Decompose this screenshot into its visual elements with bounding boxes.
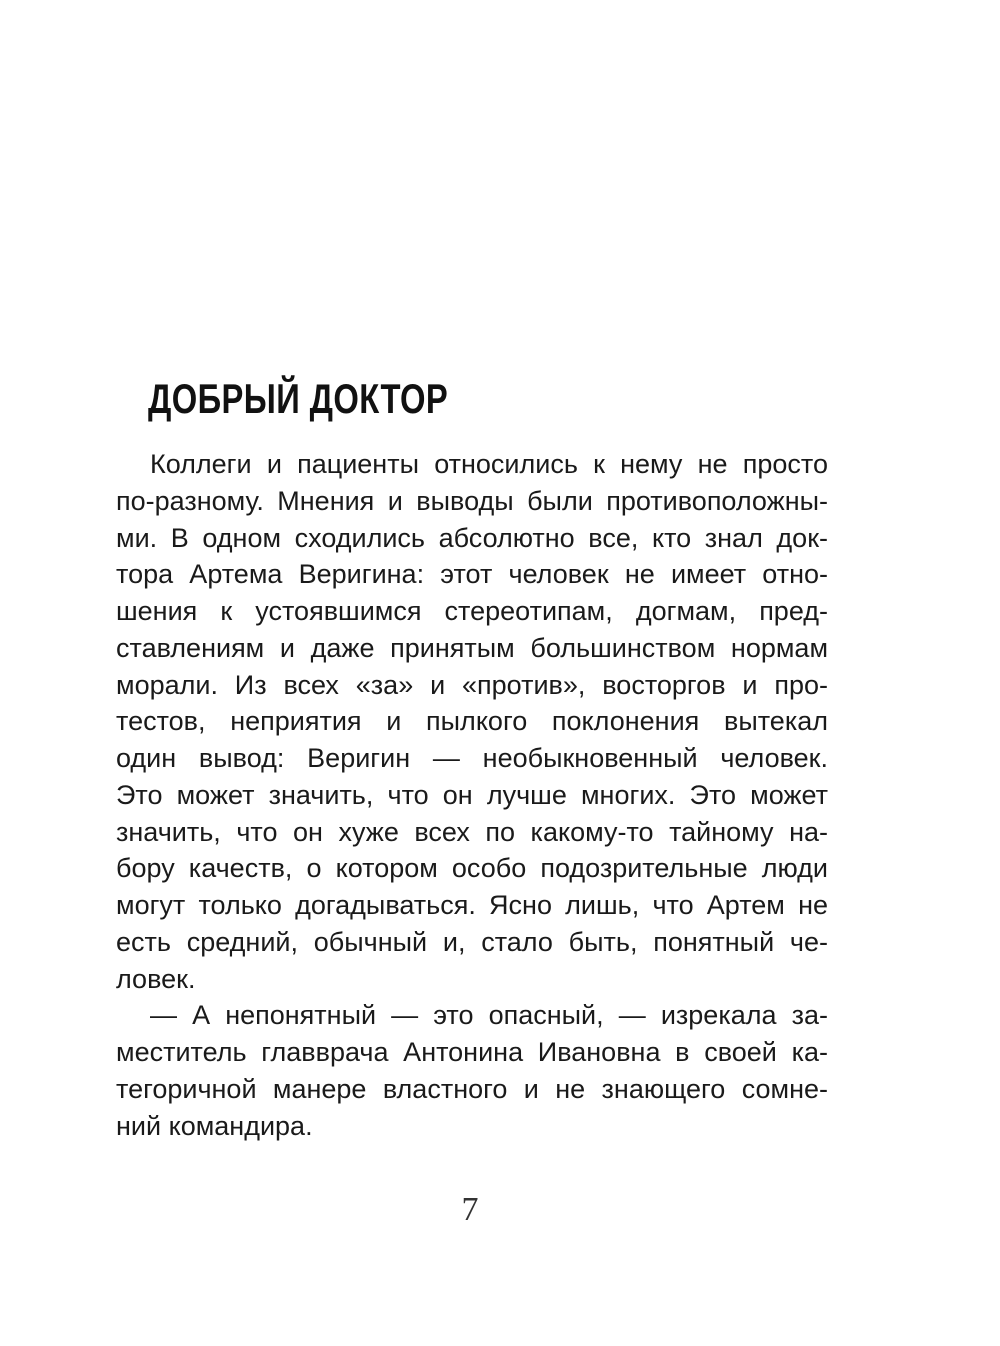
text-line: морали. Из всех «за» и «против», восторгов и про- (116, 669, 828, 700)
text-line: ний командира. (116, 1110, 313, 1141)
chapter-title: ДОБРЫЙ ДОКТОР (148, 375, 449, 422)
text-line: ми. В одном сходились абсолютно все, кто знал док- (116, 522, 828, 553)
text-line: могут только догадываться. Ясно лишь, что Артем не (116, 890, 828, 921)
text-line: один вывод: Веригин — необыкновенный человек. (116, 743, 828, 774)
text-line: тегоричной манере властного и не знающего сомне- (116, 1074, 828, 1105)
text-line: тора Артема Веригина: этот человек не имеет отно- (116, 559, 828, 590)
text-line: меститель главврача Антонина Ивановна в своей ка- (116, 1037, 828, 1068)
text-line: ставлениям и даже принятым большинством нормам (116, 632, 828, 663)
text-line: Коллеги и пациенты относились к нему не просто (150, 449, 828, 479)
text-line: ловек. (116, 963, 196, 994)
paragraph-2 (116, 997, 828, 1144)
text-line: есть средний, обычный и, стало быть, понятный че- (116, 926, 828, 957)
text-line: шения к устоявшимся стереотипам, догмам, пред- (116, 596, 828, 627)
text-line: — А непонятный — это опасный, — изрекала за- (150, 1000, 828, 1031)
text-line: Это может значить, что он лучше многих. Это может (116, 779, 828, 810)
text-line: тестов, неприятия и пылкого поклонения вытекал (116, 706, 828, 737)
paragraph-1 (116, 446, 828, 997)
page-number: 7 (461, 1191, 479, 1228)
body-text (116, 446, 828, 1145)
text-line: по-разному. Мнения и выводы были противоположны- (116, 485, 828, 516)
text-line: значить, что он хуже всех по какому-то тайному на- (116, 816, 828, 847)
text-line: бору качеств, о котором особо подозрительные люди (116, 853, 828, 884)
